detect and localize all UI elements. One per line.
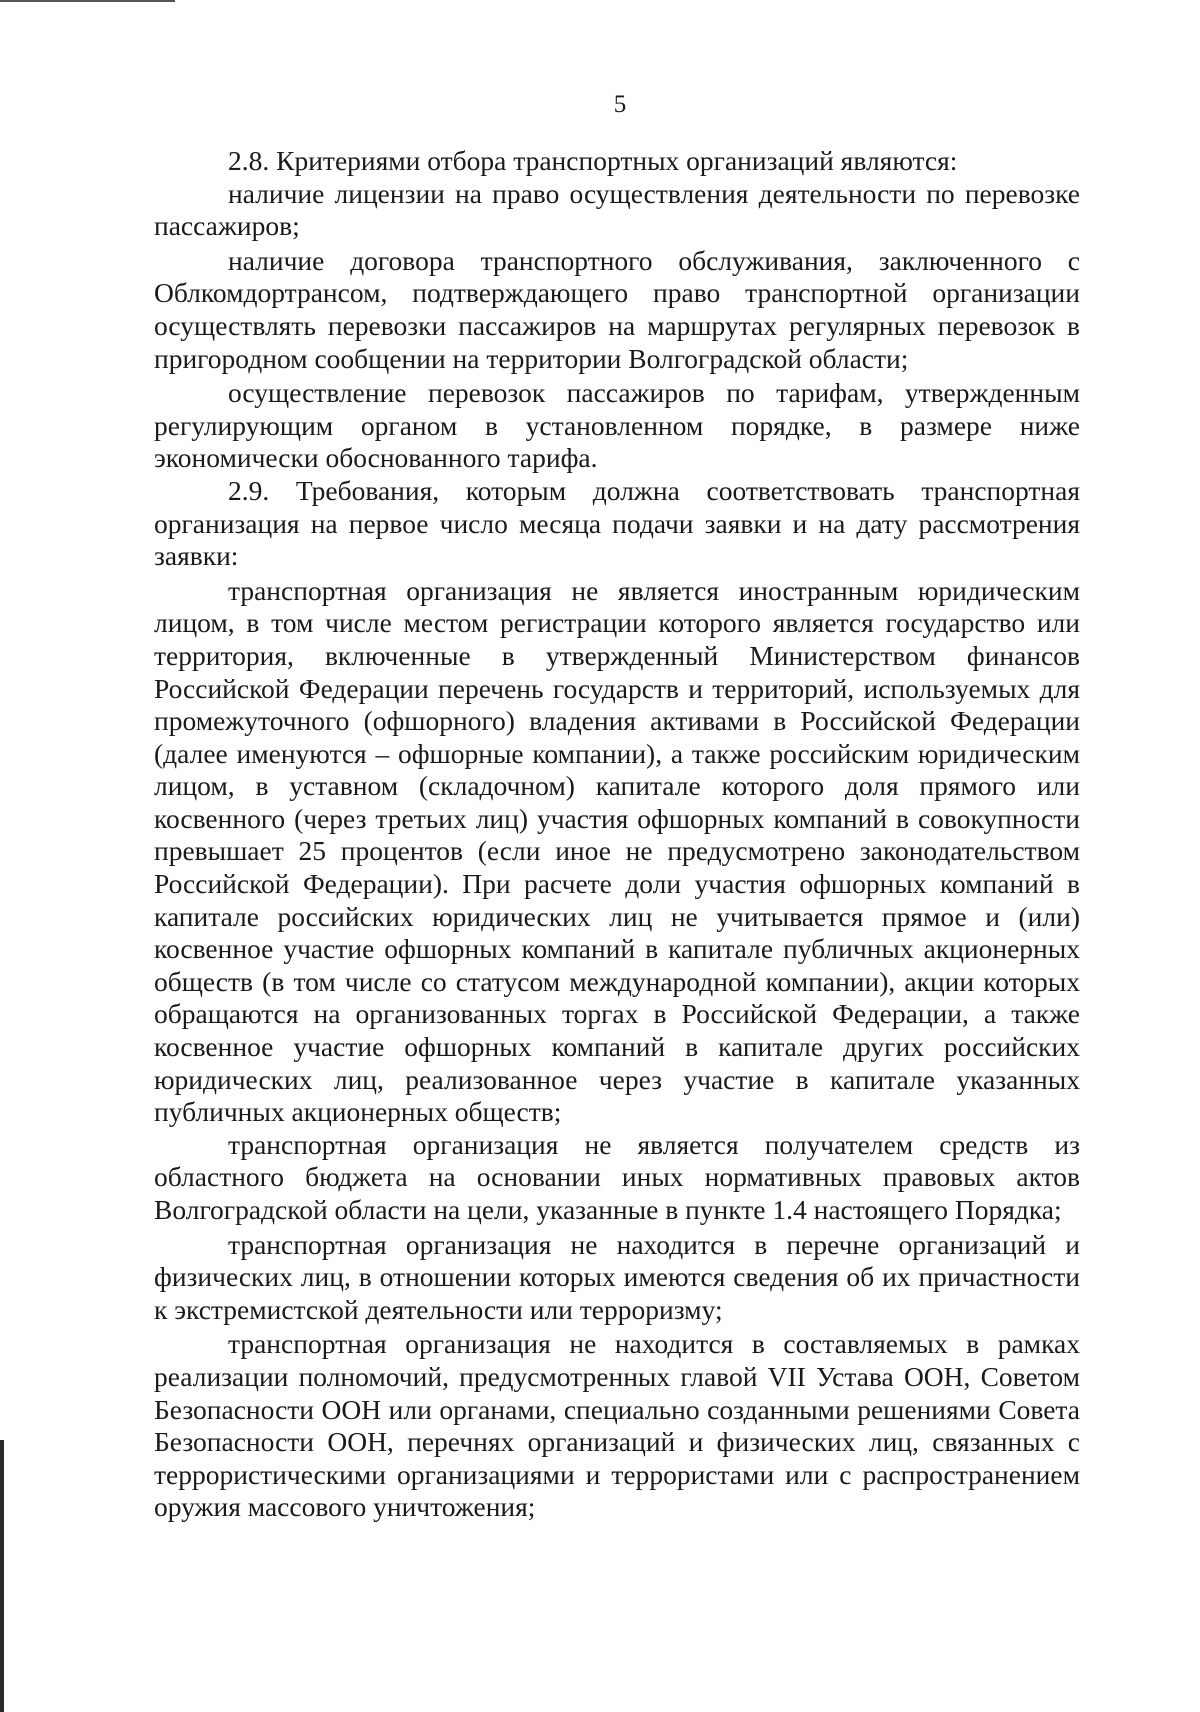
scan-edge-top: [0, 0, 175, 2]
paragraph-2-9-heading: 2.9. Требования, которым должна соответствовать транспортная организация на первое число месяца подачи заявки и на дату рассмотрения заявки:: [154, 474, 1080, 572]
page-number: 5: [613, 91, 627, 118]
scan-edge-left: [0, 1440, 4, 1712]
paragraph-license: наличие лицензии на право осуществления деятельности по перевозке пассажиров;: [154, 177, 1080, 242]
paragraph-budget: транспортная организация не является получателем средств из областного бюджета на основании иных нормативных правовых актов Волгоградской области на цели, указанные в пункте 1.4 настоящего Порядка;: [154, 1128, 1080, 1225]
document-body: [154, 145, 1080, 1524]
paragraph-extremism: транспортная организация не находится в перечне организаций и физических лиц, в отношении которых имеются сведения об их причастности к экстремистской деятельности или терроризму;: [154, 1228, 1080, 1325]
paragraph-tariffs: осуществление перевозок пассажиров по тарифам, утвержденным регулирующим органом в установленном порядке, в размере ниже экономически обоснованного тарифа.: [154, 377, 1080, 474]
paragraph-un-lists: транспортная организация не находится в составляемых в рамках реализации полномочий, предусмотренных главой VII Устава ООН, Советом Безопасности ООН или органами, специально созданными решениями Совета Безопасности ООН, перечнях организаций и физических лиц, связанных с террористическими организациями и террористами или с распространением оружия массового уничтожения;: [154, 1328, 1080, 1523]
paragraph-2-8-heading: 2.8. Критериями отбора транспортных организаций являются:: [228, 145, 958, 176]
paragraph-contract: наличие договора транспортного обслуживания, заключенного с Облкомдортрансом, подтверждающего право транспортной организации осуществлять перевозки пассажиров на маршрутах регулярных перевозок в пригородном сообщении на территории Волгоградской области;: [154, 244, 1080, 374]
paragraph-offshore: транспортная организация не является иностранным юридическим лицом, в том числе местом регистрации которого является государство или территория, включенные в утвержденный Министерством финансов Российской Федерации перечень государств и территорий, используемых для промежуточного (офшорного) владения активами в Российской Федерации (далее именуются – офшорные компании), а также российским юридическим лицом, в уставном (складочном) капитале которого доля прямого или косвенного (через третьих лиц) участия офшорных компаний в совокупности превышает 25 процентов (если иное не предусмотрено законодательством Российской Федерации). При расчете доли участия офшорных компаний в капитале российских юридических лиц не учитывается прямое и (или) косвенное участие офшорных компаний в капитале публичных акционерных обществ (в том числе со статусом международной компании), акции которых обращаются на организованных торгах в Российской Федерации, а также косвенное участие офшорных компаний в капитале других российских юридических лиц, реализованное через участие в капитале указанных публичных акционерных обществ;: [154, 574, 1080, 1128]
